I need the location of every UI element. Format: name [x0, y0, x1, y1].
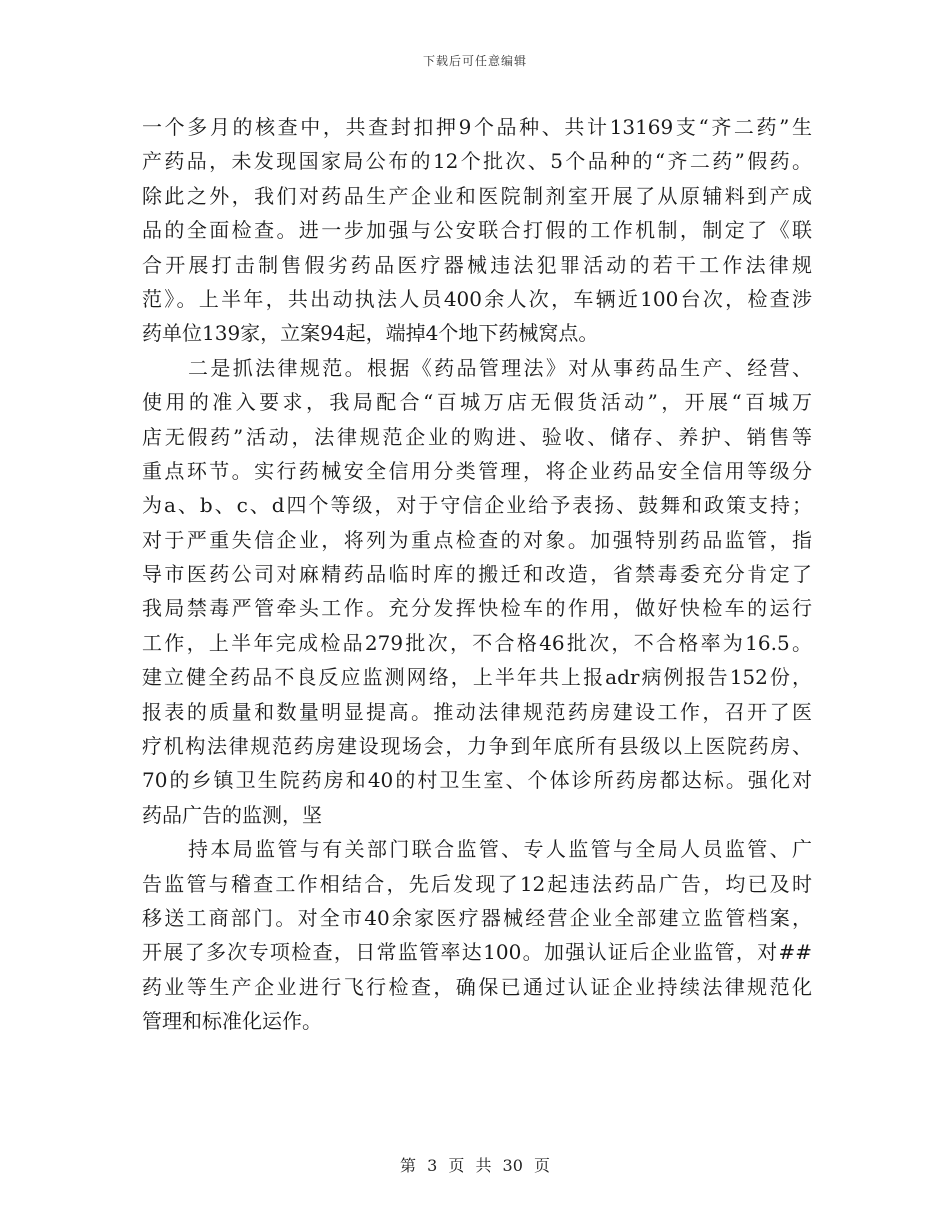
text-line: 品的全面检查。进一步加强与公安联合打假的工作机制，制定了《联 [142, 218, 812, 243]
text-line: 药业等生产企业进行飞行检查，确保已通过认证企业持续法律规范化 [142, 974, 812, 999]
text-line: 二是抓法律规范。根据《药品管理法》对从事药品生产、经营、 [188, 355, 812, 380]
text-line: 除此之外，我们对药品生产企业和医院制剂室开展了从原辅料到产成 [142, 183, 812, 208]
text-line: 建立健全药品不良反应监测网络，上半年共上报adr病例报告152份， [142, 665, 812, 690]
text-line: 持本局监管与有关部门联合监管、专人监管与全局人员监管、广 [188, 837, 812, 862]
text-line: 店无假药”活动，法律规范企业的购进、验收、储存、养护、销售等 [142, 424, 812, 449]
text-line: 移送工商部门。对全市40余家医疗器械经营企业全部建立监管档案， [142, 905, 812, 930]
text-line: 产药品，未发现国家局公布的12个批次、5个品种的“齐二药”假药。 [142, 149, 812, 174]
text-line: 导市医药公司对麻精药品临时库的搬迁和改造，省禁毒委充分肯定了 [142, 562, 812, 587]
text-line: 一个多月的核查中，共查封扣押9个品种、共计13169支“齐二药”生 [142, 115, 812, 139]
text-line: 报表的质量和数量明显提高。推动法律规范药房建设工作，召开了医 [142, 699, 812, 724]
document-body [142, 110, 812, 1039]
text-line: 对于严重失信企业，将列为重点检查的对象。加强特别药品监管，指 [142, 527, 812, 552]
text-line: 药单位139家，立案94起，端掉4个地下药械窝点。 [142, 321, 599, 346]
text-line: 药品广告的监测，坚 [142, 802, 322, 827]
text-line: 重点环节。实行药械安全信用分类管理，将企业药品安全信用等级分 [142, 458, 812, 483]
text-line: 为a、b、c、d四个等级，对于守信企业给予表扬、鼓舞和政策支持； [142, 493, 812, 518]
text-line: 告监管与稽查工作相结合，先后发现了12起违法药品广告，均已及时 [142, 871, 812, 896]
page-header-note: 下载后可任意编辑 [422, 54, 527, 68]
text-line: 疗机构法律规范药房建设现场会，力争到年底所有县级以上医院药房、 [142, 734, 812, 759]
text-line: 合开展打击制售假劣药品医疗器械违法犯罪活动的若干工作法律规 [142, 252, 812, 277]
text-line: 70的乡镇卫生院药房和40的村卫生室、个体诊所药房都达标。强化对 [142, 768, 812, 793]
text-line: 工作，上半年完成检品279批次，不合格46批次，不合格率为16.5。 [142, 630, 812, 655]
text-line: 管理和标准化运作。 [142, 1009, 322, 1034]
text-line: 范》。上半年，共出动执法人员400余人次，车辆近100台次，检查涉 [142, 286, 812, 311]
text-line: 开展了多次专项检查，日常监管率达100。加强认证后企业监管，对## [142, 940, 812, 965]
page-number: 第 3 页 共 30 页 [400, 1156, 550, 1175]
text-line: 我局禁毒严管牵头工作。充分发挥快检车的作用，做好快检车的运行 [142, 596, 812, 621]
text-line: 使用的准入要求，我局配合“百城万店无假货活动”，开展“百城万 [142, 390, 812, 415]
